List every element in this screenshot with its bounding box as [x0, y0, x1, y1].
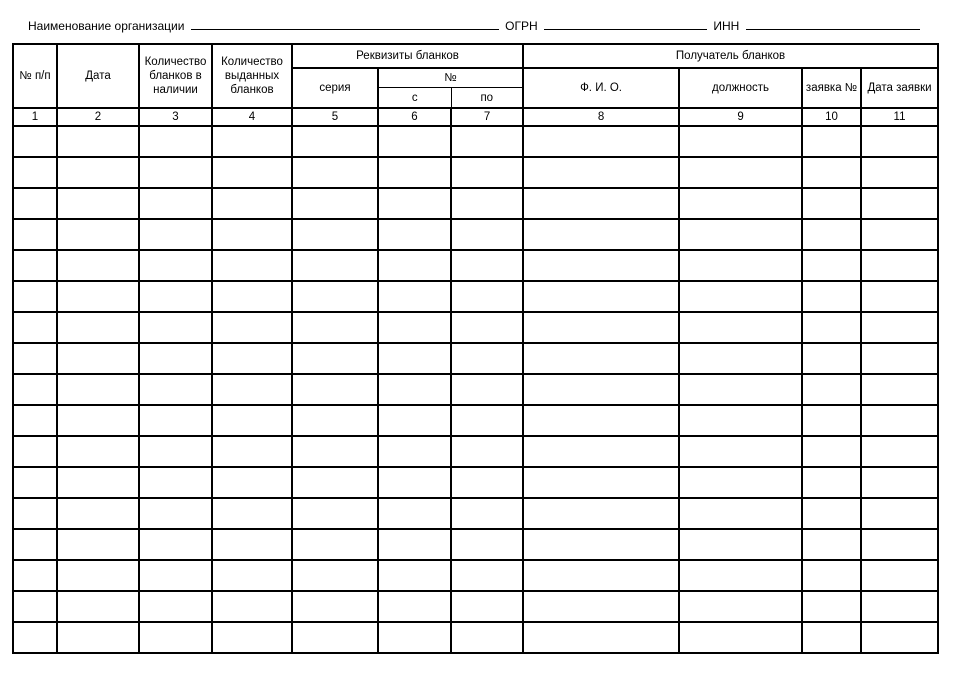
table-cell[interactable] [212, 250, 292, 281]
table-cell[interactable] [13, 622, 57, 653]
table-cell[interactable] [13, 467, 57, 498]
table-cell[interactable] [378, 374, 451, 405]
table-row [13, 405, 938, 436]
table-cell[interactable] [13, 405, 57, 436]
blanks-register-table [12, 43, 939, 654]
table-cell[interactable] [139, 281, 212, 312]
table-cell[interactable] [523, 436, 679, 467]
column-number: 9 [679, 108, 802, 126]
table-cell[interactable] [57, 374, 139, 405]
table-cell[interactable] [451, 560, 523, 591]
table-cell[interactable] [13, 498, 57, 529]
table-cell[interactable] [802, 250, 861, 281]
table-cell[interactable] [679, 436, 802, 467]
table-cell[interactable] [861, 436, 938, 467]
col-header-number-from: с [378, 88, 451, 109]
table-cell[interactable] [861, 250, 938, 281]
table-row [13, 467, 938, 498]
table-cell[interactable] [292, 529, 378, 560]
column-number: 11 [861, 108, 938, 126]
table-cell[interactable] [679, 126, 802, 157]
table-cell[interactable] [13, 219, 57, 250]
table-cell[interactable] [57, 467, 139, 498]
table-cell[interactable] [378, 529, 451, 560]
table-cell[interactable] [451, 374, 523, 405]
table-cell[interactable] [451, 188, 523, 219]
table-cell[interactable] [139, 467, 212, 498]
table-cell[interactable] [523, 157, 679, 188]
table-cell[interactable] [378, 591, 451, 622]
table-cell[interactable] [212, 622, 292, 653]
table-cell[interactable] [378, 250, 451, 281]
table-cell[interactable] [292, 374, 378, 405]
table-cell[interactable] [57, 498, 139, 529]
table-cell[interactable] [139, 622, 212, 653]
table-cell[interactable] [292, 498, 378, 529]
column-number: 10 [802, 108, 861, 126]
table-cell[interactable] [378, 405, 451, 436]
table-cell[interactable] [292, 560, 378, 591]
col-header-request-number: заявка № [802, 68, 861, 108]
register-body [13, 126, 938, 653]
table-cell[interactable] [679, 157, 802, 188]
column-number: 8 [523, 108, 679, 126]
table-cell[interactable] [679, 188, 802, 219]
table-cell[interactable] [861, 374, 938, 405]
table-cell[interactable] [13, 312, 57, 343]
table-cell[interactable] [802, 467, 861, 498]
table-cell[interactable] [212, 591, 292, 622]
table-cell[interactable] [292, 219, 378, 250]
table-cell[interactable] [57, 126, 139, 157]
organization-name-field[interactable] [191, 17, 499, 30]
table-cell[interactable] [378, 219, 451, 250]
table-cell[interactable] [861, 529, 938, 560]
table-cell[interactable] [378, 281, 451, 312]
table-cell[interactable] [451, 591, 523, 622]
column-number: 6 [378, 108, 451, 126]
table-cell[interactable] [523, 560, 679, 591]
table-row [13, 498, 938, 529]
column-number: 2 [57, 108, 139, 126]
column-number: 7 [451, 108, 523, 126]
table-cell[interactable] [139, 219, 212, 250]
inn-label: ИНН [713, 19, 740, 33]
table-cell[interactable] [802, 591, 861, 622]
table-cell[interactable] [802, 405, 861, 436]
table-cell[interactable] [57, 312, 139, 343]
table-cell[interactable] [13, 126, 57, 157]
table-cell[interactable] [139, 529, 212, 560]
table-cell[interactable] [451, 157, 523, 188]
column-number: 1 [13, 108, 57, 126]
table-cell[interactable] [292, 436, 378, 467]
table-cell[interactable] [451, 405, 523, 436]
col-header-position: должность [679, 68, 802, 108]
table-cell[interactable] [57, 219, 139, 250]
table-row [13, 374, 938, 405]
table-cell[interactable] [139, 312, 212, 343]
table-cell[interactable] [139, 560, 212, 591]
table-cell[interactable] [292, 126, 378, 157]
column-number: 3 [139, 108, 212, 126]
table-cell[interactable] [212, 405, 292, 436]
table-cell[interactable] [679, 219, 802, 250]
column-number: 4 [212, 108, 292, 126]
group-header-requisites: Реквизиты бланков [292, 44, 523, 68]
table-cell[interactable] [57, 405, 139, 436]
column-number: 5 [292, 108, 378, 126]
table-cell[interactable] [57, 591, 139, 622]
table-cell[interactable] [212, 312, 292, 343]
table-cell[interactable] [861, 157, 938, 188]
table-cell[interactable] [451, 219, 523, 250]
table-cell[interactable] [802, 498, 861, 529]
table-cell[interactable] [139, 157, 212, 188]
table-row [13, 250, 938, 281]
table-cell[interactable] [679, 374, 802, 405]
table-cell[interactable] [451, 529, 523, 560]
table-row [13, 157, 938, 188]
table-cell[interactable] [57, 622, 139, 653]
table-cell[interactable] [212, 560, 292, 591]
table-cell[interactable] [523, 529, 679, 560]
table-cell[interactable] [378, 467, 451, 498]
group-header-number: № [378, 68, 523, 88]
table-cell[interactable] [451, 126, 523, 157]
table-cell[interactable] [13, 188, 57, 219]
table-cell[interactable] [212, 126, 292, 157]
table-cell[interactable] [292, 343, 378, 374]
table-cell[interactable] [139, 343, 212, 374]
col-header-fio: Ф. И. О. [523, 68, 679, 108]
table-cell[interactable] [451, 622, 523, 653]
table-cell[interactable] [57, 250, 139, 281]
table-cell[interactable] [861, 281, 938, 312]
table-cell[interactable] [523, 498, 679, 529]
table-cell[interactable] [861, 498, 938, 529]
table-cell[interactable] [523, 343, 679, 374]
table-cell[interactable] [13, 157, 57, 188]
table-cell[interactable] [292, 591, 378, 622]
table-cell[interactable] [802, 622, 861, 653]
table-cell[interactable] [523, 281, 679, 312]
table-row [13, 219, 938, 250]
table-cell[interactable] [292, 312, 378, 343]
table-cell[interactable] [57, 281, 139, 312]
table-cell[interactable] [378, 343, 451, 374]
table-cell[interactable] [378, 126, 451, 157]
table-cell[interactable] [523, 188, 679, 219]
table-row [13, 188, 938, 219]
table-cell[interactable] [523, 374, 679, 405]
table-cell[interactable] [139, 188, 212, 219]
table-cell[interactable] [523, 219, 679, 250]
col-header-number-to: по [451, 88, 523, 109]
table-cell[interactable] [861, 343, 938, 374]
table-cell[interactable] [861, 467, 938, 498]
table-cell[interactable] [212, 219, 292, 250]
table-cell[interactable] [139, 374, 212, 405]
table-cell[interactable] [523, 250, 679, 281]
column-numbers-row [13, 108, 938, 126]
table-cell[interactable] [451, 250, 523, 281]
table-cell[interactable] [292, 467, 378, 498]
organization-header [28, 17, 923, 33]
table-cell[interactable] [57, 436, 139, 467]
table-cell[interactable] [139, 498, 212, 529]
table-cell[interactable] [212, 374, 292, 405]
table-cell[interactable] [292, 157, 378, 188]
table-cell[interactable] [802, 436, 861, 467]
table-cell[interactable] [861, 188, 938, 219]
table-cell[interactable] [802, 343, 861, 374]
table-cell[interactable] [679, 250, 802, 281]
table-cell[interactable] [13, 250, 57, 281]
table-cell[interactable] [679, 591, 802, 622]
table-cell[interactable] [802, 374, 861, 405]
table-row [13, 436, 938, 467]
table-cell[interactable] [212, 343, 292, 374]
col-header-date: Дата [57, 44, 139, 108]
table-cell[interactable] [861, 560, 938, 591]
table-cell[interactable] [292, 281, 378, 312]
table-cell[interactable] [57, 157, 139, 188]
table-cell[interactable] [139, 436, 212, 467]
col-header-qty-available: Количество бланков в наличии [139, 44, 212, 108]
table-cell[interactable] [13, 529, 57, 560]
table-cell[interactable] [802, 529, 861, 560]
table-cell[interactable] [523, 467, 679, 498]
table-cell[interactable] [212, 157, 292, 188]
table-cell[interactable] [679, 281, 802, 312]
table-cell[interactable] [861, 622, 938, 653]
group-header-recipient: Получатель бланков [523, 44, 938, 68]
table-cell[interactable] [802, 126, 861, 157]
table-cell[interactable] [679, 529, 802, 560]
table-row [13, 560, 938, 591]
table-cell[interactable] [523, 312, 679, 343]
table-cell[interactable] [802, 312, 861, 343]
table-cell[interactable] [139, 250, 212, 281]
table-cell[interactable] [378, 436, 451, 467]
table-cell[interactable] [378, 498, 451, 529]
table-cell[interactable] [451, 467, 523, 498]
table-cell[interactable] [378, 312, 451, 343]
col-header-request-date: Дата заявки [861, 68, 938, 108]
table-cell[interactable] [679, 560, 802, 591]
table-cell[interactable] [802, 219, 861, 250]
table-cell[interactable] [212, 281, 292, 312]
table-cell[interactable] [292, 622, 378, 653]
table-cell[interactable] [57, 188, 139, 219]
col-header-qty-issued: Количество выданных бланков [212, 44, 292, 108]
table-cell[interactable] [139, 591, 212, 622]
inn-field[interactable] [746, 17, 920, 30]
table-cell[interactable] [523, 405, 679, 436]
table-cell[interactable] [861, 312, 938, 343]
table-cell[interactable] [13, 436, 57, 467]
table-cell[interactable] [378, 560, 451, 591]
table-row [13, 312, 938, 343]
table-cell[interactable] [13, 591, 57, 622]
table-cell[interactable] [57, 529, 139, 560]
table-row [13, 591, 938, 622]
table-cell[interactable] [451, 281, 523, 312]
table-cell[interactable] [212, 467, 292, 498]
table-cell[interactable] [139, 126, 212, 157]
table-cell[interactable] [451, 498, 523, 529]
col-header-row-number: № п/п [13, 44, 57, 108]
table-cell[interactable] [212, 529, 292, 560]
table-cell[interactable] [139, 405, 212, 436]
table-cell[interactable] [451, 343, 523, 374]
table-row [13, 281, 938, 312]
table-cell[interactable] [523, 591, 679, 622]
table-cell[interactable] [212, 188, 292, 219]
table-row [13, 622, 938, 653]
table-cell[interactable] [378, 157, 451, 188]
table-cell[interactable] [13, 281, 57, 312]
table-cell[interactable] [57, 343, 139, 374]
table-cell[interactable] [292, 250, 378, 281]
table-cell[interactable] [57, 560, 139, 591]
table-cell[interactable] [861, 126, 938, 157]
table-cell[interactable] [679, 405, 802, 436]
table-cell[interactable] [451, 436, 523, 467]
table-cell[interactable] [679, 343, 802, 374]
col-header-series: серия [292, 68, 378, 108]
table-cell[interactable] [679, 498, 802, 529]
table-cell[interactable] [861, 591, 938, 622]
table-cell[interactable] [802, 157, 861, 188]
table-cell[interactable] [212, 498, 292, 529]
table-cell[interactable] [13, 343, 57, 374]
table-row [13, 343, 938, 374]
ogrn-label: ОГРН [505, 19, 538, 33]
table-cell[interactable] [451, 312, 523, 343]
organization-name-label: Наименование организации [28, 19, 185, 33]
table-cell[interactable] [378, 188, 451, 219]
ogrn-field[interactable] [544, 17, 707, 30]
table-cell[interactable] [13, 560, 57, 591]
table-cell[interactable] [802, 188, 861, 219]
table-cell[interactable] [802, 281, 861, 312]
table-cell[interactable] [861, 219, 938, 250]
table-row [13, 529, 938, 560]
table-cell[interactable] [679, 622, 802, 653]
table-cell[interactable] [679, 467, 802, 498]
table-row [13, 126, 938, 157]
table-cell[interactable] [378, 622, 451, 653]
table-cell[interactable] [523, 622, 679, 653]
table-cell[interactable] [679, 312, 802, 343]
table-cell[interactable] [292, 405, 378, 436]
table-cell[interactable] [13, 374, 57, 405]
table-cell[interactable] [861, 405, 938, 436]
table-cell[interactable] [292, 188, 378, 219]
table-cell[interactable] [523, 126, 679, 157]
table-cell[interactable] [212, 436, 292, 467]
table-cell[interactable] [802, 560, 861, 591]
